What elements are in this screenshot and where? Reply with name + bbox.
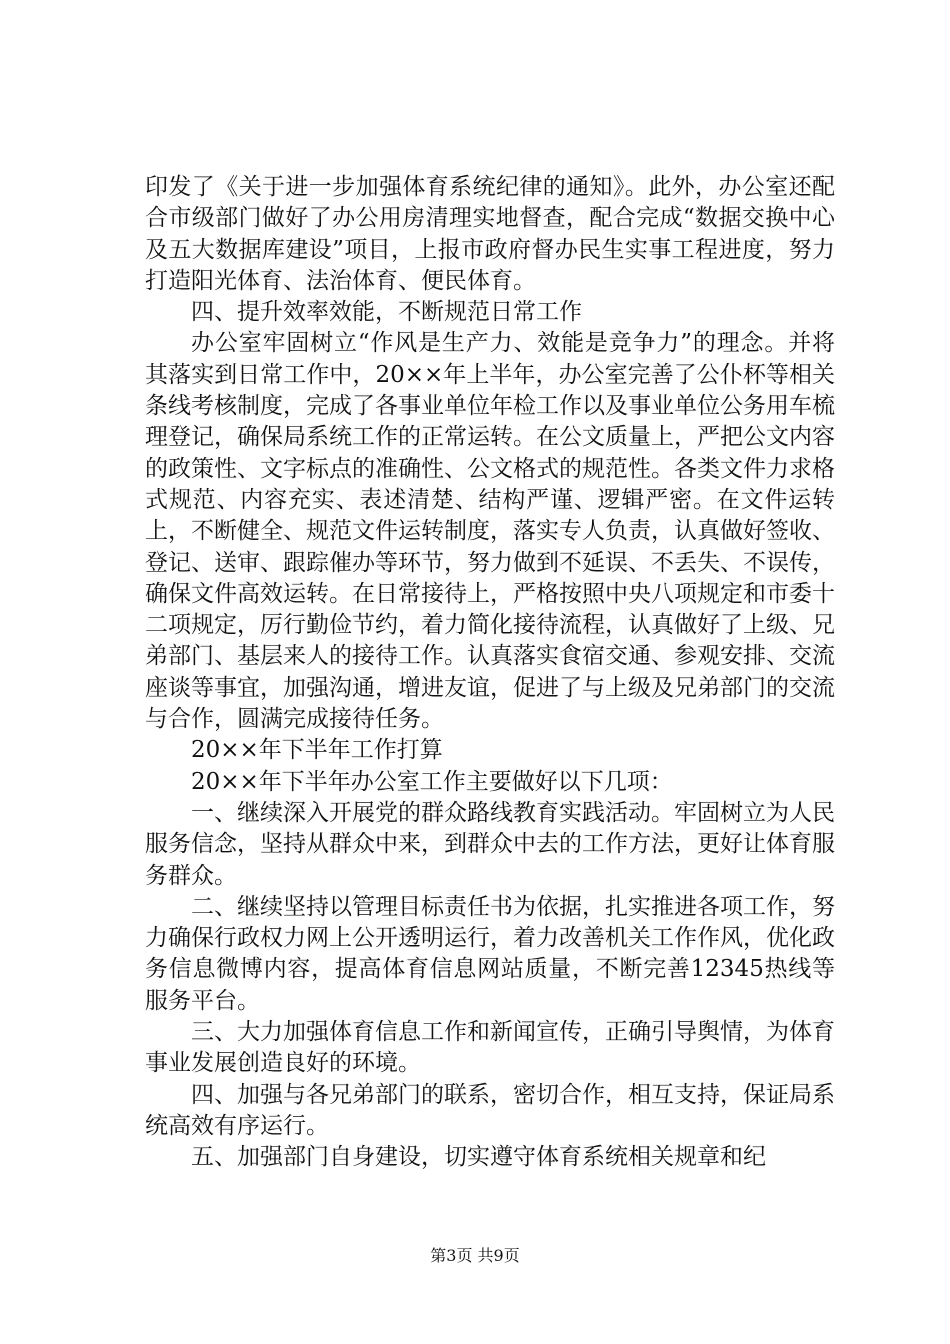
plan-item-5: 五、加强部门自身建设，切实遵守体育系统相关规章和纪 [191,1144,766,1171]
paragraph-discipline-notice: 印发了《关于进一步加强体育系统纪律的通知》。此外，办公室还配合市级部门做好了办公用房清理实地督查，配合完成“数据交换中心及五大数据库建设”项目，上报市政府督办民生实事工程进度，努力打造阳光体育、法治体育、便民体育。 [145,174,835,294]
plan-item-3: 三、大力加强体育信息工作和新闻宣传，正确引导舆情，为体育事业发展创造良好的环境。 [145,1019,835,1077]
document-body [145,172,835,1174]
paragraph-daily-work: 办公室牢固树立“作风是生产力、效能是竞争力”的理念。并将其落实到日常工作中，20××年上半年，办公室完善了公仆杯等相关条线考核制度，完成了各事业单位年检工作以及事业单位公务用车梳理登记，确保局系统工作的正常运转。在公文质量上，严把公文内容的政策性、文字标点的准确性、公文格式的规范性。各类文件力求格式规范、内容充实、表述清楚、结构严谨、逻辑严密。在文件运转上，不断健全、规范文件运转制度，落实专人负责，认真做好签收、登记、送审、跟踪催办等环节，努力做到不延误、不丢失、不误传，确保文件高效运转。在日常接待上，严格按照中央八项规定和市委十二项规定，厉行勤俭节约，着力简化接待流程，认真做好了上级、兄弟部门、基层来人的接待工作。认真落实食宿交通、参观安排、交流座谈等事宜，加强沟通，增进友谊，促进了与上级及兄弟部门的交流与合作，圆满完成接待任务。 [145,330,835,733]
paragraph-plan-intro: 20××年下半年办公室工作主要做好以下几项： [191,768,673,795]
plan-item-1: 一、继续深入开展党的群众路线教育实践活动。牢固树立为人民服务信念，坚持从群众中来，到群众中去的工作方法，更好让体育服务群众。 [145,799,835,889]
plan-item-4: 四、加强与各兄弟部门的联系，密切合作，相互支持，保证局系统高效有序运行。 [145,1081,835,1139]
section-heading-efficiency: 四、提升效率效能，不断规范日常工作 [191,299,582,326]
heading-second-half-plan: 20××年下半年工作打算 [191,737,443,764]
plan-item-2: 二、继续坚持以管理目标责任书为依据，扎实推进各项工作，努力确保行政权力网上公开透明运行，着力改善机关工作作风，优化政务信息微博内容，提高体育信息网站质量，不断完善12345热线等服务平台。 [145,893,835,1014]
page-number-footer: 第3页 共9页 [430,1246,520,1265]
